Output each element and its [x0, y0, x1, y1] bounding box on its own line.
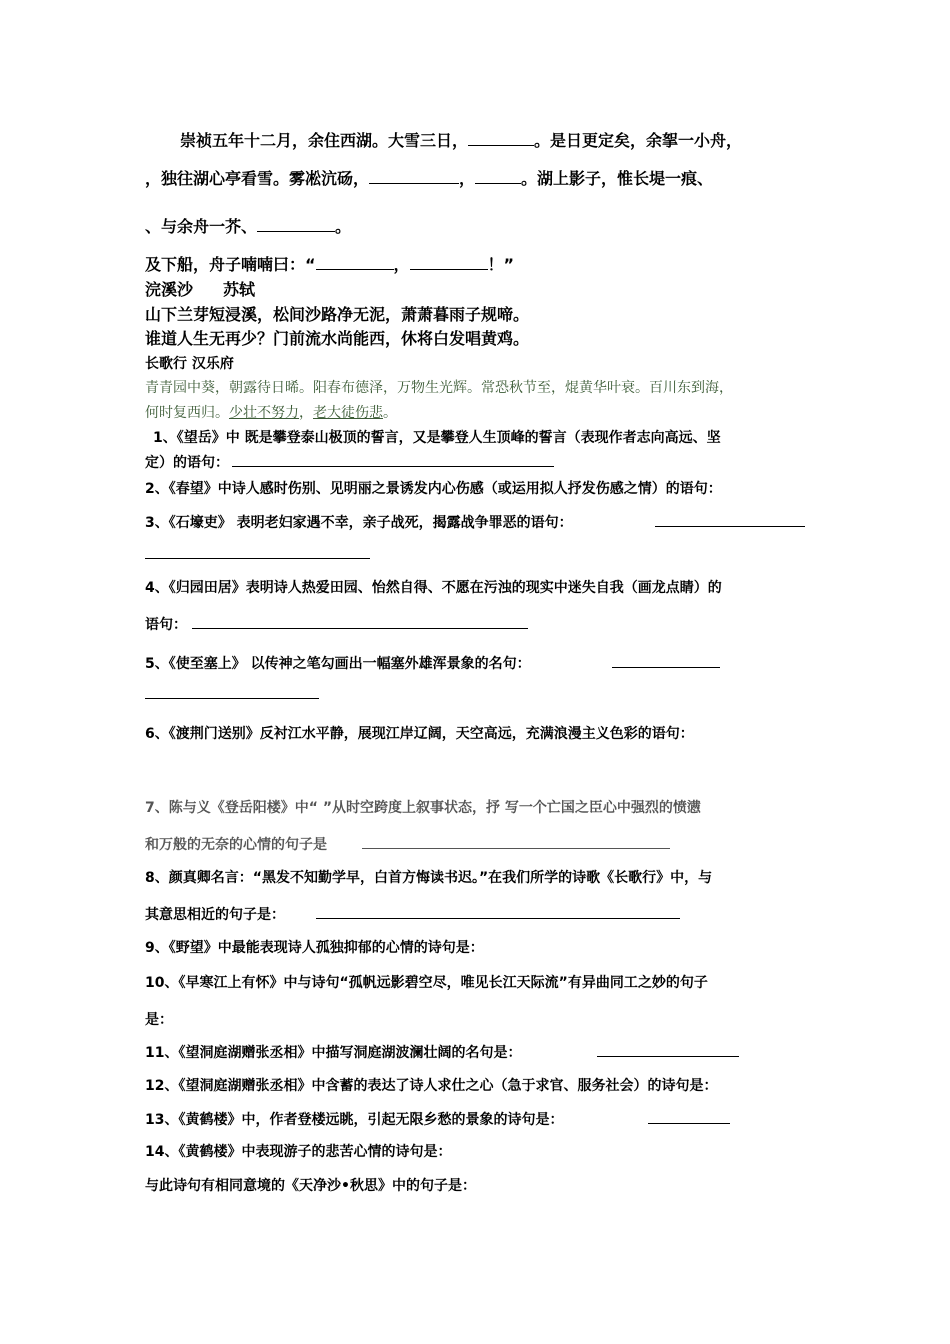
question-7-line-1: 7、陈与义《登岳阳楼》中“ ”从时空跨度上叙事状态，抒 写一个亡国之臣心中强烈的愤懑 — [145, 800, 701, 816]
answer-line — [655, 526, 805, 527]
poem2-line-2 — [145, 402, 397, 422]
question-1-line-2: 定）的语句： — [145, 455, 229, 471]
question-11: 11、《望洞庭湖赠张丞相》中描写洞庭湖波澜壮阔的名句是： — [145, 1045, 522, 1061]
poem2-text: 。 — [383, 405, 397, 421]
passage-text: 崇祯五年十二月，余住西湖。大雪三日， — [180, 131, 469, 150]
poem2-underlined: 少壮不努力 — [229, 405, 299, 421]
fill-blank — [475, 169, 521, 184]
poem-title-line — [145, 277, 255, 300]
answer-line — [316, 918, 680, 919]
question-10-line-2: 是： — [145, 1012, 173, 1028]
question-7-line-2: 和万般的无奈的心情的句子是 — [145, 837, 327, 853]
question-1-line-1: 1、《望岳》中 既是攀登泰山极顶的誓言，又是攀登人生顶峰的誓言（表现作者志向高远、坚 — [153, 430, 721, 446]
passage-text: 、与余舟一芥、 — [145, 217, 258, 236]
question-6: 6、《渡荆门送别》反衬江水平静，展现江岸辽阔，天空高远，充满浪漫主义色彩的语句： — [145, 726, 694, 742]
poem-author: 苏轼 — [223, 280, 256, 299]
poem2-underlined: 老大徒伤悲 — [313, 405, 383, 421]
poem-title: 浣溪沙 — [145, 280, 194, 299]
passage-line-2 — [145, 166, 713, 189]
poem2-text: ， — [299, 405, 313, 421]
passage-text: 。湖上影子，惟长堤一痕、 — [521, 169, 714, 188]
question-8-line-2: 其意思相近的句子是： — [145, 907, 285, 923]
question-4-line-2: 语句： — [145, 617, 187, 633]
answer-line — [145, 558, 370, 559]
passage-text: 。 — [335, 217, 352, 236]
poem-line-1: 山下兰芽短浸溪，松间沙路净无泥，萧萧暮雨子规啼。 — [145, 305, 530, 324]
answer-line — [145, 698, 319, 699]
passage-text: ， — [393, 255, 410, 274]
fill-blank — [468, 131, 534, 146]
passage-text: ！” — [487, 255, 515, 274]
question-13: 13、《黄鹤楼》中，作者登楼远眺，引起无限乡愁的景象的诗句是： — [145, 1112, 564, 1128]
passage-text: 及下船，舟子喃喃曰：“ — [145, 255, 316, 274]
answer-line — [362, 848, 670, 849]
question-9: 9、《野望》中最能表现诗人孤独抑郁的心情的诗句是： — [145, 940, 484, 956]
answer-line — [648, 1123, 730, 1124]
passage-text: 。是日更定矣，余挐一小舟， — [534, 131, 743, 150]
answer-line — [232, 466, 554, 467]
poem-line-2: 谁道人生无再少？门前流水尚能西，休将白发唱黄鸡。 — [145, 329, 530, 348]
question-15: 与此诗句有相同意境的《天净沙•秋思》中的句子是： — [145, 1178, 476, 1194]
answer-line — [192, 628, 528, 629]
answer-line — [612, 667, 720, 668]
passage-line-1 — [180, 128, 742, 151]
passage-line-4 — [145, 252, 514, 275]
question-8-line-1: 8、颜真卿名言：“黑发不知勤学早，白首方悔读书迟。”在我们所学的诗歌《长歌行》中，与 — [145, 870, 713, 886]
passage-text: ，独往湖心亭看雪。雾凇沆砀， — [145, 169, 370, 188]
question-10-line-1: 10、《早寒江上有怀》中与诗句“孤帆远影碧空尽，唯见长江天际流”有异曲同工之妙的句子 — [145, 975, 708, 991]
poem2-line-1: 青青园中葵，朝露待日晞。阳春布德泽，万物生光辉。常恐秋节至，焜黄华叶衰。百川东到海， — [145, 380, 733, 396]
question-5: 5、《使至塞上》 以传神之笔勾画出一幅塞外雄浑景象的名句： — [145, 656, 531, 672]
question-2: 2、《春望》中诗人感时伤别、见明丽之景诱发内心伤感（或运用拟人抒发伤感之情）的语句： — [145, 481, 722, 497]
fill-blank — [257, 217, 335, 232]
poem2-text: 何时复西归。 — [145, 405, 229, 421]
fill-blank — [316, 255, 394, 270]
question-14: 14、《黄鹤楼》中表现游子的悲苦心情的诗句是： — [145, 1144, 452, 1160]
answer-line — [597, 1056, 739, 1057]
fill-blank — [369, 169, 459, 184]
poem2-title: 长歌行 汉乐府 — [145, 356, 234, 372]
question-4-line-1: 4、《归园田居》表明诗人热爱田园、怡然自得、不愿在污浊的现实中迷失自我（画龙点睛）的 — [145, 580, 722, 596]
question-12: 12、《望洞庭湖赠张丞相》中含蓄的表达了诗人求仕之心（急于求官、服务社会）的诗句是： — [145, 1078, 718, 1094]
passage-text: ， — [459, 169, 476, 188]
question-3: 3、《石壕吏》 表明老妇家遇不幸，亲子战死，揭露战争罪恶的语句： — [145, 515, 573, 531]
passage-line-3 — [145, 214, 351, 237]
fill-blank — [410, 255, 488, 270]
